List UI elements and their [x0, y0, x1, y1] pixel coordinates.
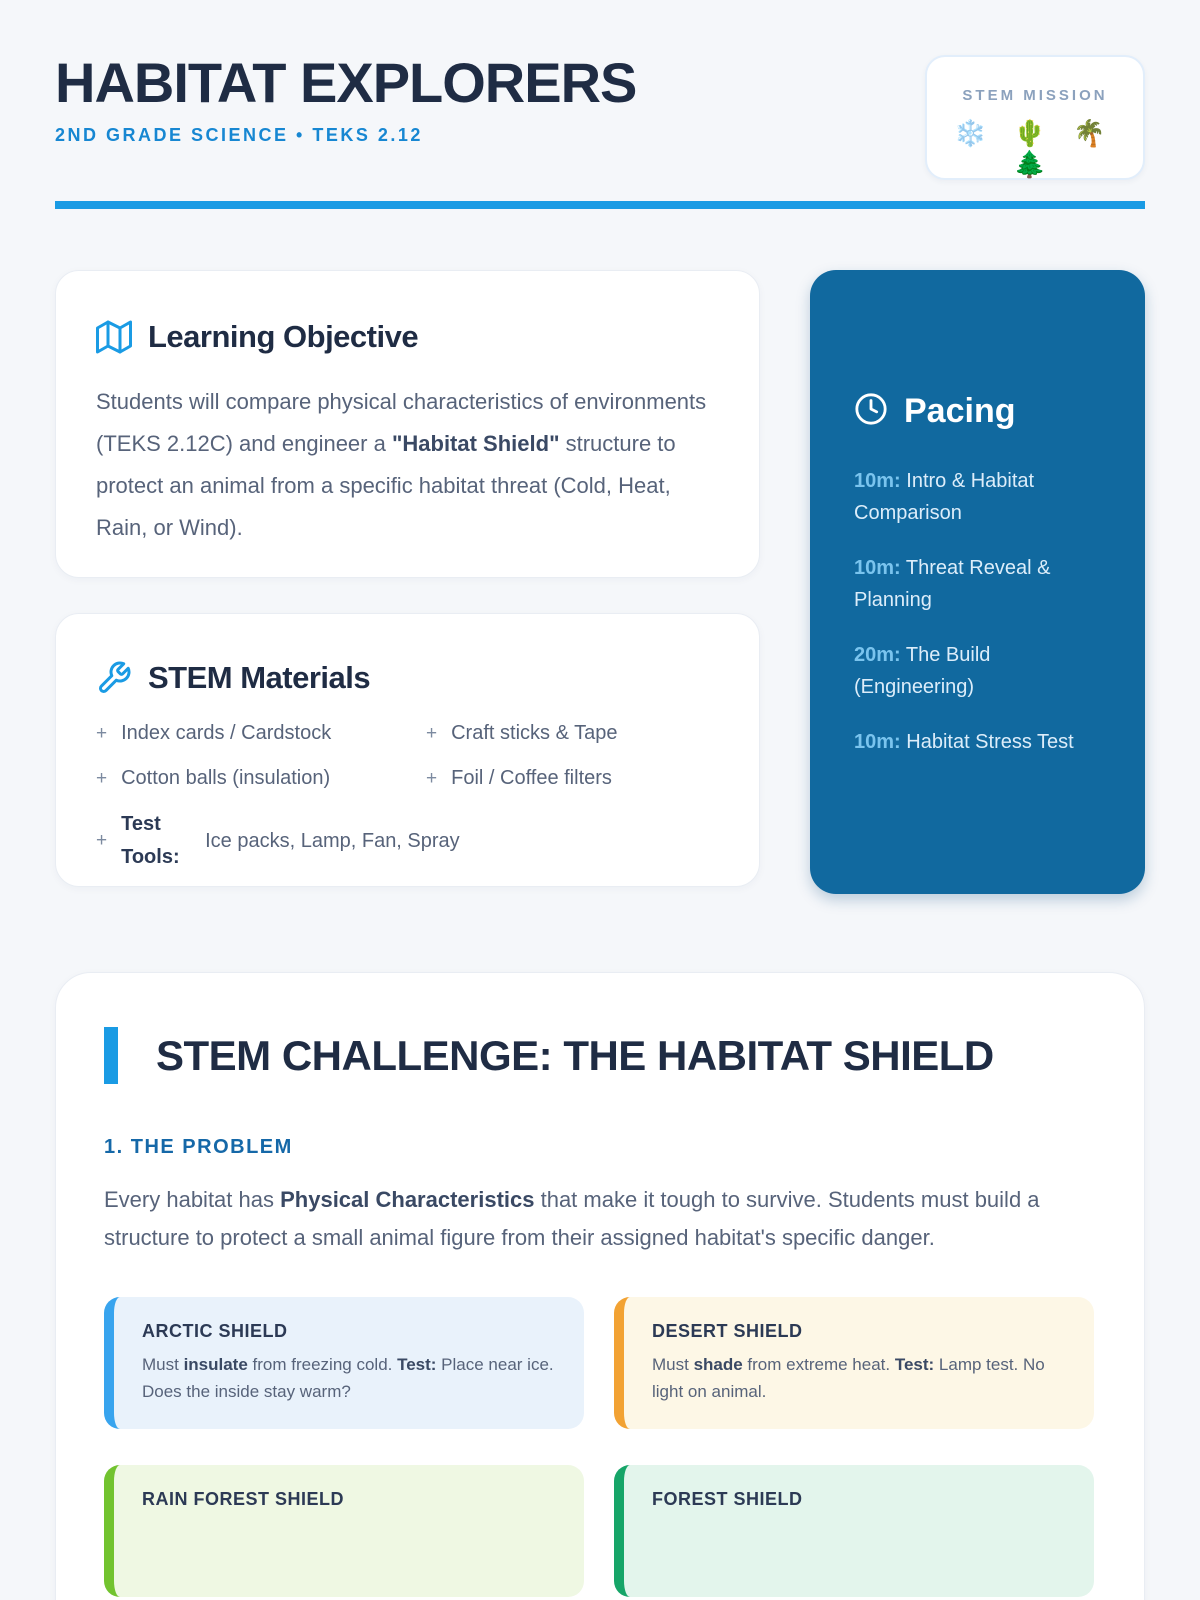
pacing-item-label: Threat Reveal & Planning	[854, 557, 1051, 611]
stem-materials-card	[55, 613, 760, 887]
test-tools-label: Test Tools:	[121, 813, 180, 868]
cactus-icon: 🌵	[1013, 118, 1057, 148]
pacing-title: Pacing	[904, 392, 1016, 430]
problem-section-label: 1. THE PROBLEM	[104, 1136, 293, 1158]
pacing-item-time: 10m:	[854, 731, 901, 753]
header-divider	[55, 201, 1145, 209]
learning-objective-card	[55, 270, 760, 578]
pacing-item	[854, 726, 1101, 758]
challenge-heading: STEM CHALLENGE: THE HABITAT SHIELD	[156, 1032, 994, 1079]
pacing-item	[854, 639, 1101, 703]
shield-body: Must shade from extreme heat. Test: Lamp test. No light on animal.	[652, 1355, 1045, 1401]
pacing-card	[810, 270, 1145, 894]
stem-mission-label: STEM MISSION	[962, 87, 1108, 104]
desert-shield-card	[614, 1297, 1094, 1429]
clock-icon	[854, 392, 888, 431]
stem-materials-title-row	[96, 660, 719, 696]
plus-icon: +	[426, 768, 438, 789]
right-column	[810, 270, 1145, 894]
material-item-label: Craft sticks & Tape	[451, 722, 618, 744]
left-column	[55, 270, 760, 887]
material-item-label: Cotton balls (insulation)	[121, 767, 331, 789]
evergreen-tree-icon: 🌲	[1013, 149, 1057, 179]
map-icon	[96, 319, 132, 355]
stem-materials-title: STEM Materials	[148, 660, 371, 695]
shield-name: ARCTIC SHIELD	[142, 1321, 288, 1341]
forest-shield-card	[614, 1465, 1094, 1597]
pacing-item-time: 10m:	[854, 470, 901, 492]
problem-text: Every habitat has Physical Characteristics that make it tough to survive. Students must build a structure to protect a small animal figure from their assigned habitat's specific danger.	[104, 1187, 1040, 1250]
rain-forest-shield-card	[104, 1465, 584, 1597]
heading-accent-bar	[104, 1027, 118, 1084]
learning-objective-title-row	[96, 319, 709, 355]
palm-tree-icon: 🌴	[1073, 118, 1116, 148]
plus-icon: +	[96, 830, 108, 851]
material-item	[426, 722, 721, 745]
shield-name: DESERT SHIELD	[652, 1321, 803, 1341]
wrench-icon	[96, 660, 132, 696]
test-tools-value: Ice packs, Lamp, Fan, Spray	[205, 829, 460, 852]
pacing-item-label: Habitat Stress Test	[900, 731, 1074, 753]
stem-mission-badge	[925, 55, 1145, 180]
pacing-item-time: 10m:	[854, 557, 901, 579]
materials-list	[96, 722, 719, 790]
material-item-label: Index cards / Cardstock	[121, 722, 332, 744]
page-title: HABITAT EXPLORERS	[55, 51, 637, 114]
pacing-item	[854, 552, 1101, 616]
header	[55, 51, 1145, 179]
pacing-item	[854, 465, 1101, 529]
test-tools-row	[96, 808, 719, 874]
pacing-title-row	[854, 392, 1101, 431]
learning-objective-title: Learning Objective	[148, 319, 419, 354]
pacing-item-label: The Build (Engineering)	[854, 644, 991, 698]
stem-challenge-card	[55, 972, 1145, 1600]
pacing-item-time: 20m:	[854, 644, 901, 666]
plus-icon: +	[426, 723, 438, 744]
shield-name: FOREST SHIELD	[652, 1489, 803, 1509]
page-subtitle: 2ND GRADE SCIENCE • TEKS 2.12	[55, 125, 423, 145]
plus-icon: +	[96, 723, 108, 744]
snowflake-icon: ❄️	[954, 118, 997, 148]
lesson-plan-page	[55, 0, 1145, 1600]
top-section	[55, 270, 1145, 894]
material-item	[426, 767, 721, 790]
stem-mission-icons	[927, 118, 1143, 180]
arctic-shield-card	[104, 1297, 584, 1429]
learning-objective-text: Students will compare physical characteristics of environments (TEKS 2.12C) and engineer a "Habitat Shield" structure to protect an animal from a specific habitat threat (Cold, Heat, Rain, or Wind).	[96, 389, 707, 540]
shield-name: RAIN FOREST SHIELD	[142, 1489, 345, 1509]
pacing-list	[854, 465, 1101, 758]
shield-body: Must insulate from freezing cold. Test: Place near ice. Does the inside stay warm?	[142, 1355, 554, 1401]
material-item-label: Foil / Coffee filters	[451, 767, 612, 789]
challenge-heading-row	[104, 1027, 1094, 1084]
material-item	[96, 767, 426, 790]
material-item	[96, 722, 426, 745]
pacing-item-label: Intro & Habitat Comparison	[854, 470, 1035, 524]
plus-icon: +	[96, 768, 108, 789]
shield-cards-grid	[104, 1297, 1094, 1597]
